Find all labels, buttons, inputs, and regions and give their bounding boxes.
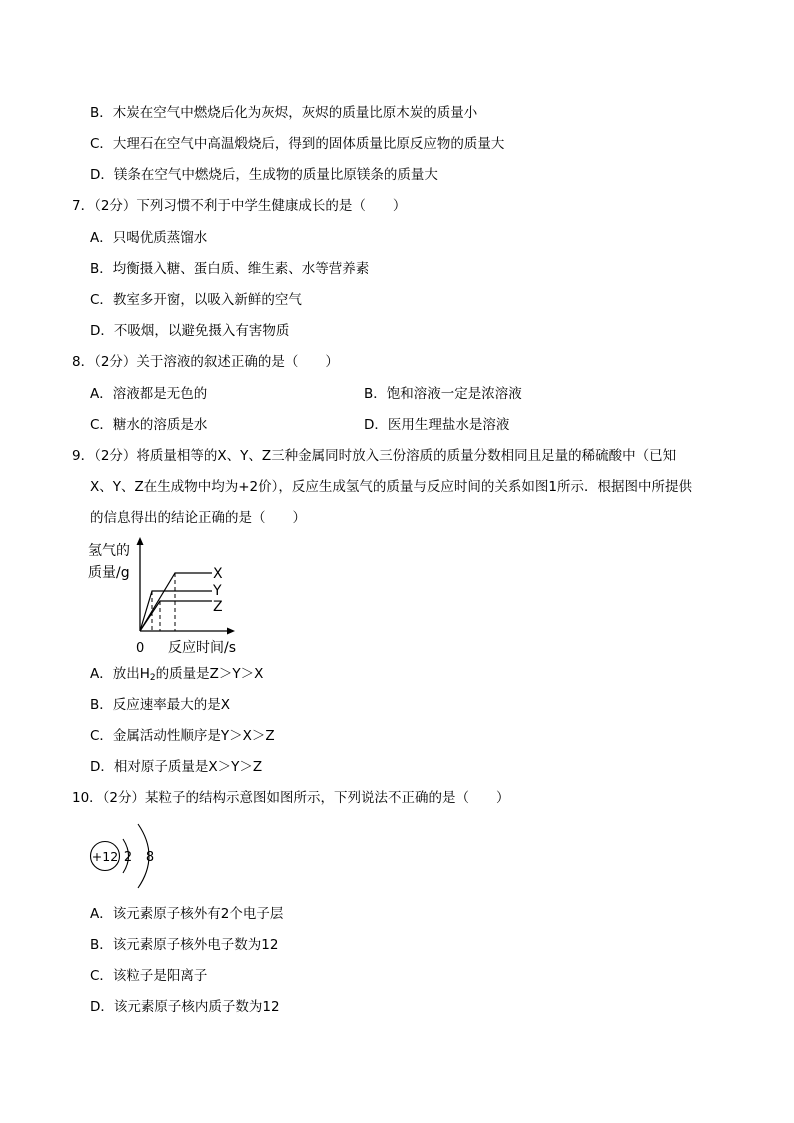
graph-x-arrow	[227, 628, 235, 635]
q7-option-b: B．均衡摄入糖、蛋白质、维生素、水等营养素	[90, 261, 370, 277]
q10-option-c: C．该粒子是阳离子	[90, 968, 208, 984]
hydrogen-mass-time-graph	[86, 536, 246, 660]
q7-stem: 7．（2分）下列习惯不利于中学生健康成长的是（ ）	[72, 198, 407, 214]
series-y-line	[140, 591, 212, 631]
graph-ylabel-line1: 氢气的	[88, 543, 130, 559]
q7-option-d: D．不吸烟，以避免摄入有害物质	[90, 323, 290, 339]
q7-option-a: A．只喝优质蒸馏水	[90, 230, 208, 246]
series-z-label: Z	[213, 599, 223, 615]
particle-structure-diagram	[86, 818, 166, 892]
q6-option-c: C．大理石在空气中高温煅烧后，得到的固体质量比原反应物的质量大	[90, 136, 505, 152]
shell-1-electrons: 2	[123, 850, 133, 865]
q10-option-a: A．该元素原子核外有2个电子层	[90, 906, 284, 922]
q6-option-d: D．镁条在空气中燃烧后，生成物的质量比原镁条的质量大	[90, 167, 438, 183]
q9-stem-line1: 9．（2分）将质量相等的X、Y、Z三种金属同时放入三份溶质的质量分数相同且足量的稀硫酸中（已知	[72, 448, 677, 464]
series-x-label: X	[213, 566, 223, 582]
series-z-line	[140, 601, 212, 631]
q10-stem: 10．（2分）某粒子的结构示意图如图所示，下列说法不正确的是（ ）	[72, 790, 510, 806]
graph-xlabel: 反应时间/s	[168, 640, 237, 656]
q9-stem-line3: 的信息得出的结论正确的是（ ）	[90, 510, 306, 526]
q9-option-a	[90, 665, 263, 687]
q8-option-d: D．医用生理盐水是溶液	[364, 417, 510, 433]
series-x-line	[140, 573, 212, 631]
q9-option-c: C．金属活动性顺序是Y＞X＞Z	[90, 728, 275, 744]
graph-origin-label: 0	[136, 641, 145, 656]
q9-option-a-pre: A．放出H	[90, 666, 150, 682]
q8-option-a: A．溶液都是无色的	[90, 386, 208, 402]
q9-option-a-sub: 2	[149, 673, 156, 683]
q6-option-b: B．木炭在空气中燃烧后化为灰烬，灰烬的质量比原木炭的质量小	[90, 105, 478, 121]
q9-option-d: D．相对原子质量是X＞Y＞Z	[90, 759, 263, 775]
q8-option-b: B．饱和溶液一定是浓溶液	[364, 386, 522, 402]
q9-option-b: B．反应速率最大的是X	[90, 697, 231, 713]
graph-ylabel-line2: 质量/g	[88, 565, 130, 581]
q10-option-b: B．该元素原子核外电子数为12	[90, 937, 279, 953]
q10-option-d: D．该元素原子核内质子数为12	[90, 999, 280, 1015]
q7-option-c: C．教室多开窗，以吸入新鲜的空气	[90, 292, 302, 308]
nucleus-charge: +12	[91, 849, 119, 864]
q9-stem-line2: X、Y、Z在生成物中均为+2价），反应生成氢气的质量与反应时间的关系如图1所示．根据图中所提供	[90, 479, 692, 495]
q8-stem: 8．（2分）关于溶液的叙述正确的是（ ）	[72, 354, 339, 370]
q9-option-a-post: 的质量是Z＞Y＞X	[155, 666, 264, 682]
shell-2-electrons: 8	[145, 850, 155, 865]
series-y-label: Y	[213, 583, 222, 599]
graph-y-arrow	[137, 537, 144, 545]
q8-option-c: C．糖水的溶质是水	[90, 417, 208, 433]
